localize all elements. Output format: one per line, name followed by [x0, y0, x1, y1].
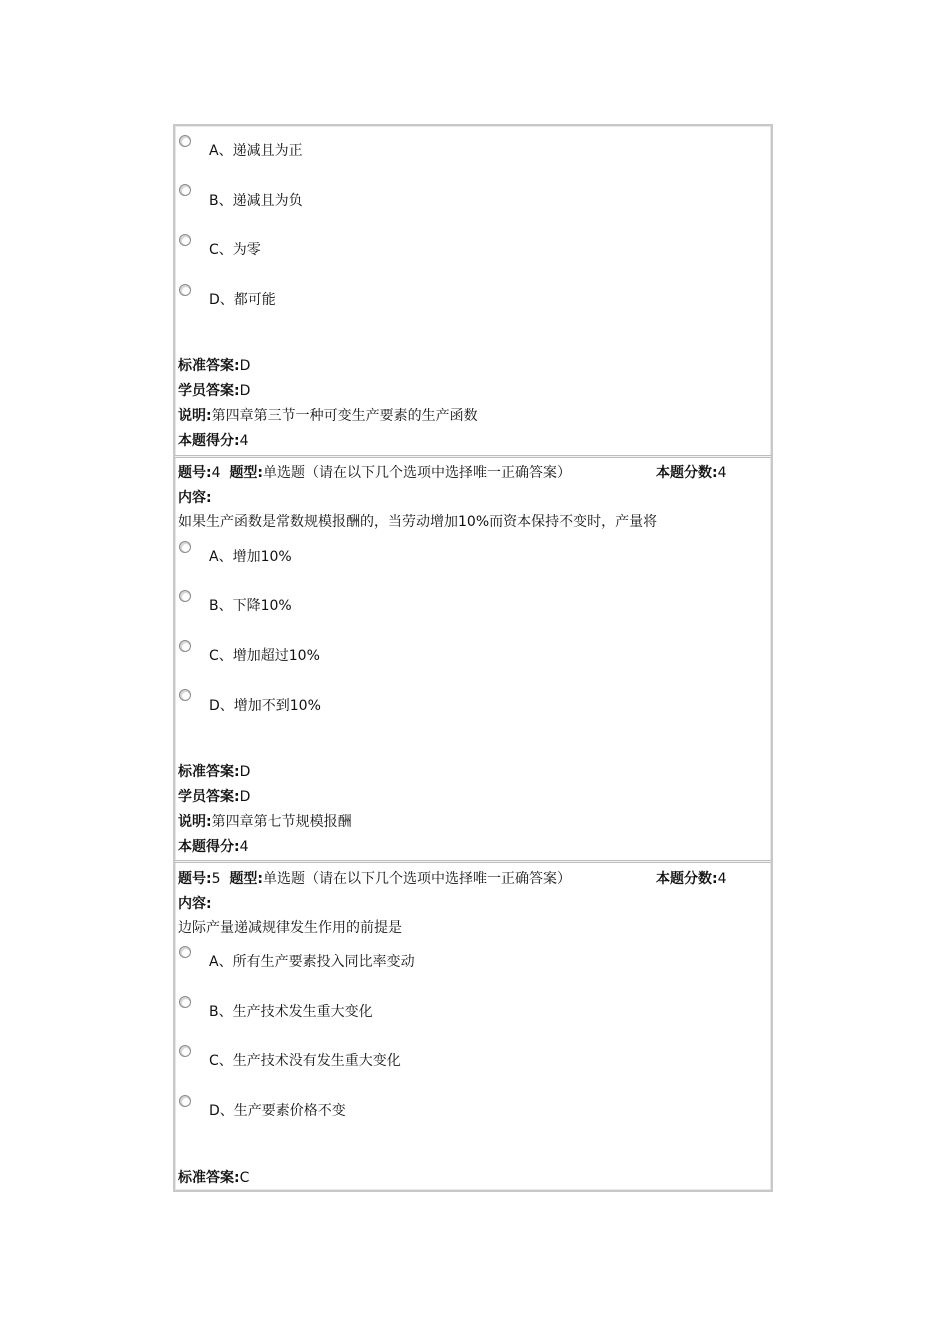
q5-option-c-radio[interactable]: [179, 1045, 191, 1057]
q3-option-d-label: D、都可能: [209, 292, 276, 308]
q3-score: 本题得分:4: [178, 433, 249, 449]
q4-standard-answer: 标准答案:D: [178, 764, 251, 780]
q3-option-b-label: B、递减且为负: [209, 193, 303, 209]
question-divider: [175, 860, 771, 863]
q5-option-b-radio[interactable]: [179, 996, 191, 1008]
q5-option-d-radio[interactable]: [179, 1095, 191, 1107]
q5-content-label: 内容:: [178, 896, 212, 912]
q3-option-c-label: C、为零: [209, 242, 261, 258]
q3-explanation: 说明:第四章第三节一种可变生产要素的生产函数: [178, 408, 478, 424]
q5-option-a-label: A、所有生产要素投入同比率变动: [209, 954, 415, 970]
q4-option-a-label: A、增加10%: [209, 549, 292, 565]
q4-score: 本题得分:4: [178, 839, 249, 855]
q3-option-d-radio[interactable]: [179, 284, 191, 296]
q4-total-score: 本题分数:4: [656, 465, 727, 481]
q5-option-c-label: C、生产技术没有发生重大变化: [209, 1053, 401, 1069]
q3-student-answer: 学员答案:D: [178, 383, 251, 399]
q4-explanation: 说明:第四章第七节规模报酬: [178, 814, 352, 830]
q4-header: 题号:4 题型:单选题（请在以下几个选项中选择唯一正确答案）: [178, 465, 572, 481]
q5-option-b-label: B、生产技术发生重大变化: [209, 1004, 373, 1020]
q3-option-b-radio[interactable]: [179, 184, 191, 196]
q4-student-answer: 学员答案:D: [178, 789, 251, 805]
q3-standard-answer: 标准答案:D: [178, 358, 251, 374]
question-divider: [175, 455, 771, 458]
q3-option-a-radio[interactable]: [179, 135, 191, 147]
q4-option-c-radio[interactable]: [179, 640, 191, 652]
q4-content-label: 内容:: [178, 490, 212, 506]
q3-option-c-radio[interactable]: [179, 234, 191, 246]
q5-total-score: 本题分数:4: [656, 871, 727, 887]
q4-content-text: 如果生产函数是常数规模报酬的，当劳动增加10%而资本保持不变时，产量将: [178, 514, 658, 530]
q3-option-a-label: A、递减且为正: [209, 143, 303, 159]
q5-content-text: 边际产量递减规律发生作用的前提是: [178, 920, 402, 936]
q4-option-d-label: D、增加不到10%: [209, 698, 321, 714]
q4-option-b-radio[interactable]: [179, 590, 191, 602]
q5-option-a-radio[interactable]: [179, 946, 191, 958]
q5-option-d-label: D、生产要素价格不变: [209, 1103, 346, 1119]
q4-option-c-label: C、增加超过10%: [209, 648, 320, 664]
q5-header: 题号:5 题型:单选题（请在以下几个选项中选择唯一正确答案）: [178, 871, 572, 887]
q5-standard-answer: 标准答案:C: [178, 1170, 250, 1186]
q4-option-d-radio[interactable]: [179, 689, 191, 701]
q4-option-b-label: B、下降10%: [209, 598, 292, 614]
q4-option-a-radio[interactable]: [179, 541, 191, 553]
